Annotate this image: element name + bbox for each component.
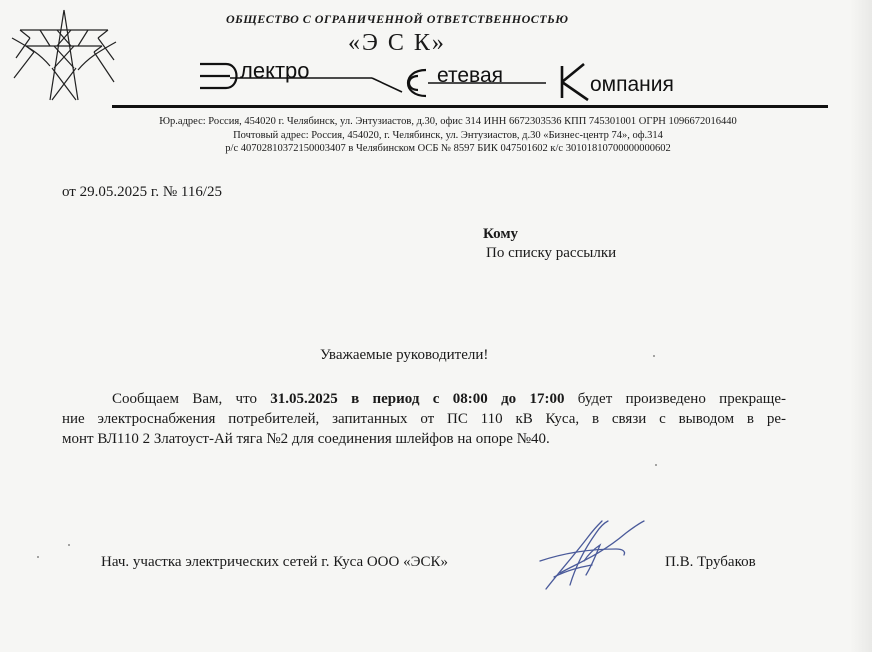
letter-body — [62, 389, 786, 449]
letter-date-number: от 29.05.2025 г. № 116/25 — [62, 184, 222, 200]
header-rule — [112, 105, 828, 108]
brand-word-2: етевая — [437, 64, 504, 87]
signatory-name: П.В. Трубаков — [665, 554, 756, 570]
body-intro: Сообщаем Вам, что — [112, 391, 271, 407]
signatory-position: Нач. участка электрических сетей г. Куса ООО «ЭСК» — [101, 554, 449, 570]
body-line-1 — [62, 389, 786, 409]
scan-speck — [653, 355, 655, 357]
scan-speck — [68, 544, 70, 546]
company-short-name: «Э С К» — [348, 30, 446, 56]
handwritten-signature — [530, 515, 650, 595]
company-legal-form: ОБЩЕСТВО С ОГРАНИЧЕННОЙ ОТВЕТСТВЕННОСТЬЮ — [226, 12, 569, 26]
body-line-3: монт ВЛ110 2 Златоуст-Ай тяга №2 для соединения шлейфов на опоре №40. — [62, 431, 550, 447]
brand-word-1: лектро — [240, 58, 310, 83]
power-tower-logo — [10, 8, 118, 102]
salutation: Уважаемые руководители! — [320, 347, 489, 363]
body-line-1-rest: будет произведено прекраще- — [564, 391, 786, 407]
body-line-2: ние электроснабжения потребителей, запитанных от ПС 110 кВ Куса, в связи с выводом в ре- — [62, 411, 786, 427]
bank-details: р/с 40702810372150003407 в Челябинском ОСБ № 8597 БИК 047501602 к/с 30101810700000000602 — [225, 143, 671, 154]
postal-address: Почтовый адрес: Россия, 454020, г. Челябинск, ул. Энтузиастов, д.30 «Бизнес-центр 74», оф.314 — [233, 130, 663, 141]
body-outage-period: 31.05.2025 в период с 08:00 до 17:00 — [270, 391, 565, 407]
scan-speck — [655, 464, 657, 466]
brand-word-3: омпания — [590, 73, 674, 96]
scan-speck — [37, 556, 39, 558]
legal-address: Юр.адрес: Россия, 454020 г. Челябинск, ул. Энтузиастов, д.30, офис 314 ИНН 6672303536 КПП 745301001 ОГРН 1096672016440 — [159, 116, 737, 127]
addressee: По списку рассылки — [486, 245, 617, 261]
addressee-heading: Кому — [483, 226, 519, 242]
paper-edge — [850, 0, 872, 652]
